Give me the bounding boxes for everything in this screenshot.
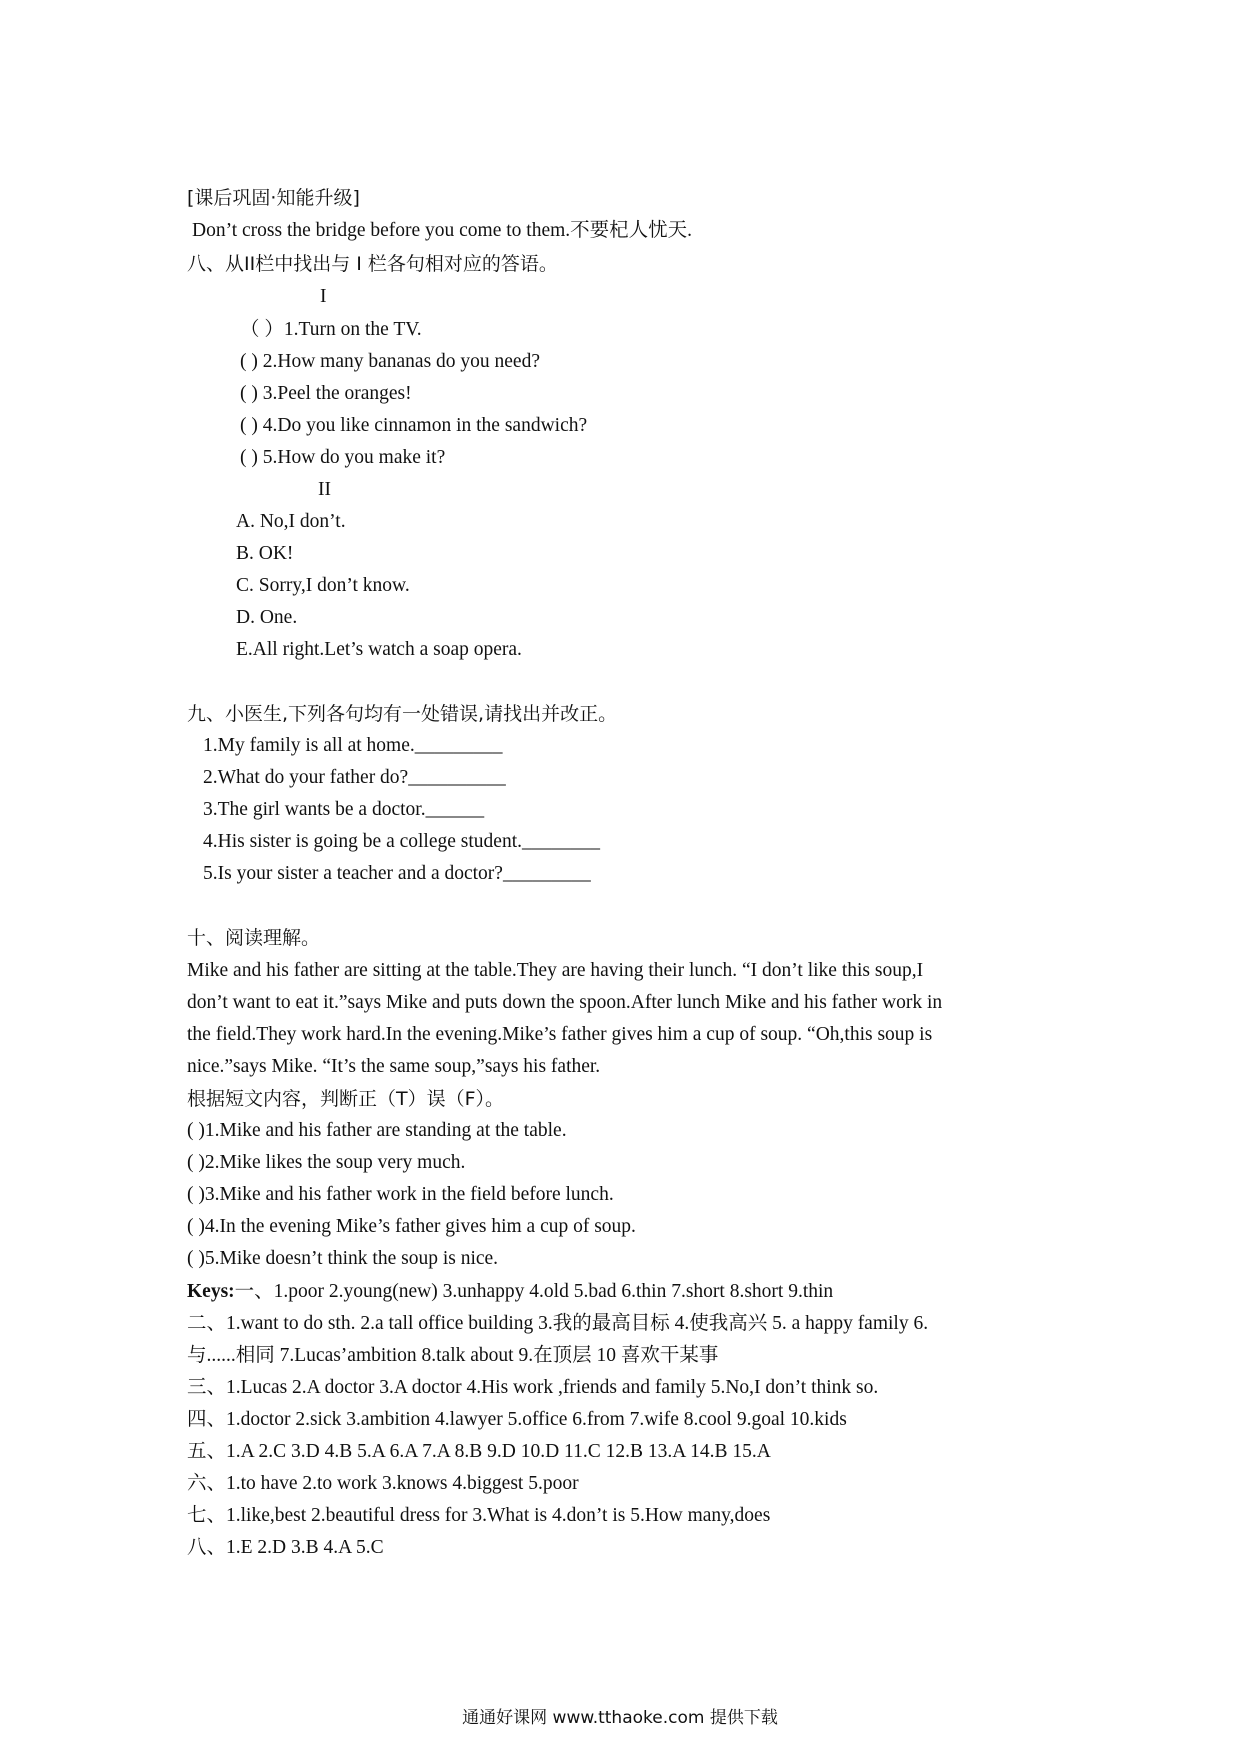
keys-line: 八、1.E 2.D 3.B 4.A 5.C bbox=[187, 1537, 384, 1558]
section8-col2-item: B. OK! bbox=[236, 543, 294, 564]
keys-line: 与......相同 7.Lucas’ambition 8.talk about 9.在顶层 10 喜欢干某事 bbox=[187, 1345, 719, 1366]
section8-col1-item: ( ) 3.Peel the oranges! bbox=[240, 383, 412, 404]
keys-line: 一、1.poor 2.young(new) 3.unhappy 4.old 5.bad 6.thin 7.short 8.short 9.thin bbox=[234, 1281, 834, 1302]
section-header: [课后巩固·知能升级] bbox=[187, 187, 360, 209]
section8-col1-label: I bbox=[320, 286, 327, 307]
reading-passage-line: the field.They work hard.In the evening.Mike’s father gives him a cup of soup. “Oh,this soup is bbox=[187, 1024, 933, 1045]
section10-instruction: 根据短文内容，判断正（T）误（F）。 bbox=[187, 1088, 505, 1110]
section9-item: 4.His sister is going be a college student.________ bbox=[203, 831, 600, 852]
section8-col2-item: C. Sorry,I don’t know. bbox=[236, 575, 410, 596]
keys-line: 二、1.want to do sth. 2.a tall office building 3.我的最高目标 4.使我高兴 5. a happy family 6. bbox=[187, 1313, 929, 1334]
section10-item: ( )4.In the evening Mike’s father gives him a cup of soup. bbox=[187, 1216, 636, 1237]
answer-keys-line-1 bbox=[187, 1279, 833, 1305]
section8-col2-item: E.All right.Let’s watch a soap opera. bbox=[236, 639, 522, 660]
keys-line: 三、1.Lucas 2.A doctor 3.A doctor 4.His work ,friends and family 5.No,I don’t think so. bbox=[187, 1377, 879, 1398]
keys-line: 五、1.A 2.C 3.D 4.B 5.A 6.A 7.A 8.B 9.D 10.D 11.C 12.B 13.A 14.B 15.A bbox=[187, 1441, 771, 1462]
section10-item: ( )5.Mike doesn’t think the soup is nice. bbox=[187, 1248, 499, 1269]
section8-col1-item: ( ) 2.How many bananas do you need? bbox=[240, 351, 540, 372]
section10-item: ( )2.Mike likes the soup very much. bbox=[187, 1152, 466, 1173]
reading-passage-line: Mike and his father are sitting at the table.They are having their lunch. “I don’t like this soup,I bbox=[187, 960, 924, 981]
section8-col2-label: II bbox=[318, 479, 331, 500]
keys-line: 七、1.like,best 2.beautiful dress for 3.What is 4.don’t is 5.How many,does bbox=[187, 1505, 771, 1526]
section8-col1-item: （ ）1.Turn on the TV. bbox=[240, 319, 422, 340]
section10-title: 十、阅读理解。 bbox=[187, 927, 321, 949]
section9-item: 1.My family is all at home._________ bbox=[203, 735, 503, 756]
section8-col1-item: ( ) 4.Do you like cinnamon in the sandwich? bbox=[240, 415, 588, 436]
section8-col1-item: ( ) 5.How do you make it? bbox=[240, 447, 446, 468]
section9-item: 2.What do your father do?__________ bbox=[203, 767, 506, 788]
section10-item: ( )3.Mike and his father work in the field before lunch. bbox=[187, 1184, 614, 1205]
reading-passage-line: nice.”says Mike. “It’s the same soup,”says his father. bbox=[187, 1056, 601, 1077]
reading-passage-line: don’t want to eat it.”says Mike and puts down the spoon.After lunch Mike and his father work in bbox=[187, 992, 943, 1013]
section8-title: 八、从II栏中找出与 I 栏各句相对应的答语。 bbox=[187, 253, 558, 275]
section8-col2-item: D. One. bbox=[236, 607, 298, 628]
section8-col2-item: A. No,I don’t. bbox=[236, 511, 346, 532]
section10-item: ( )1.Mike and his father are standing at the table. bbox=[187, 1120, 567, 1141]
section9-item: 3.The girl wants be a doctor.______ bbox=[203, 799, 485, 820]
page-footer: 通通好课网 www.tthaoke.com 提供下载 bbox=[462, 1708, 778, 1728]
section9-title: 九、小医生,下列各句均有一处错误,请找出并改正。 bbox=[187, 703, 618, 725]
keys-label: Keys: bbox=[187, 1281, 235, 1302]
section9-item: 5.Is your sister a teacher and a doctor?_________ bbox=[203, 863, 591, 884]
proverb: Don’t cross the bridge before you come to them.不要杞人忧天. bbox=[192, 220, 693, 241]
keys-line: 四、1.doctor 2.sick 3.ambition 4.lawyer 5.office 6.from 7.wife 8.cool 9.goal 10.kids bbox=[187, 1409, 847, 1430]
keys-line: 六、1.to have 2.to work 3.knows 4.biggest 5.poor bbox=[187, 1473, 579, 1494]
